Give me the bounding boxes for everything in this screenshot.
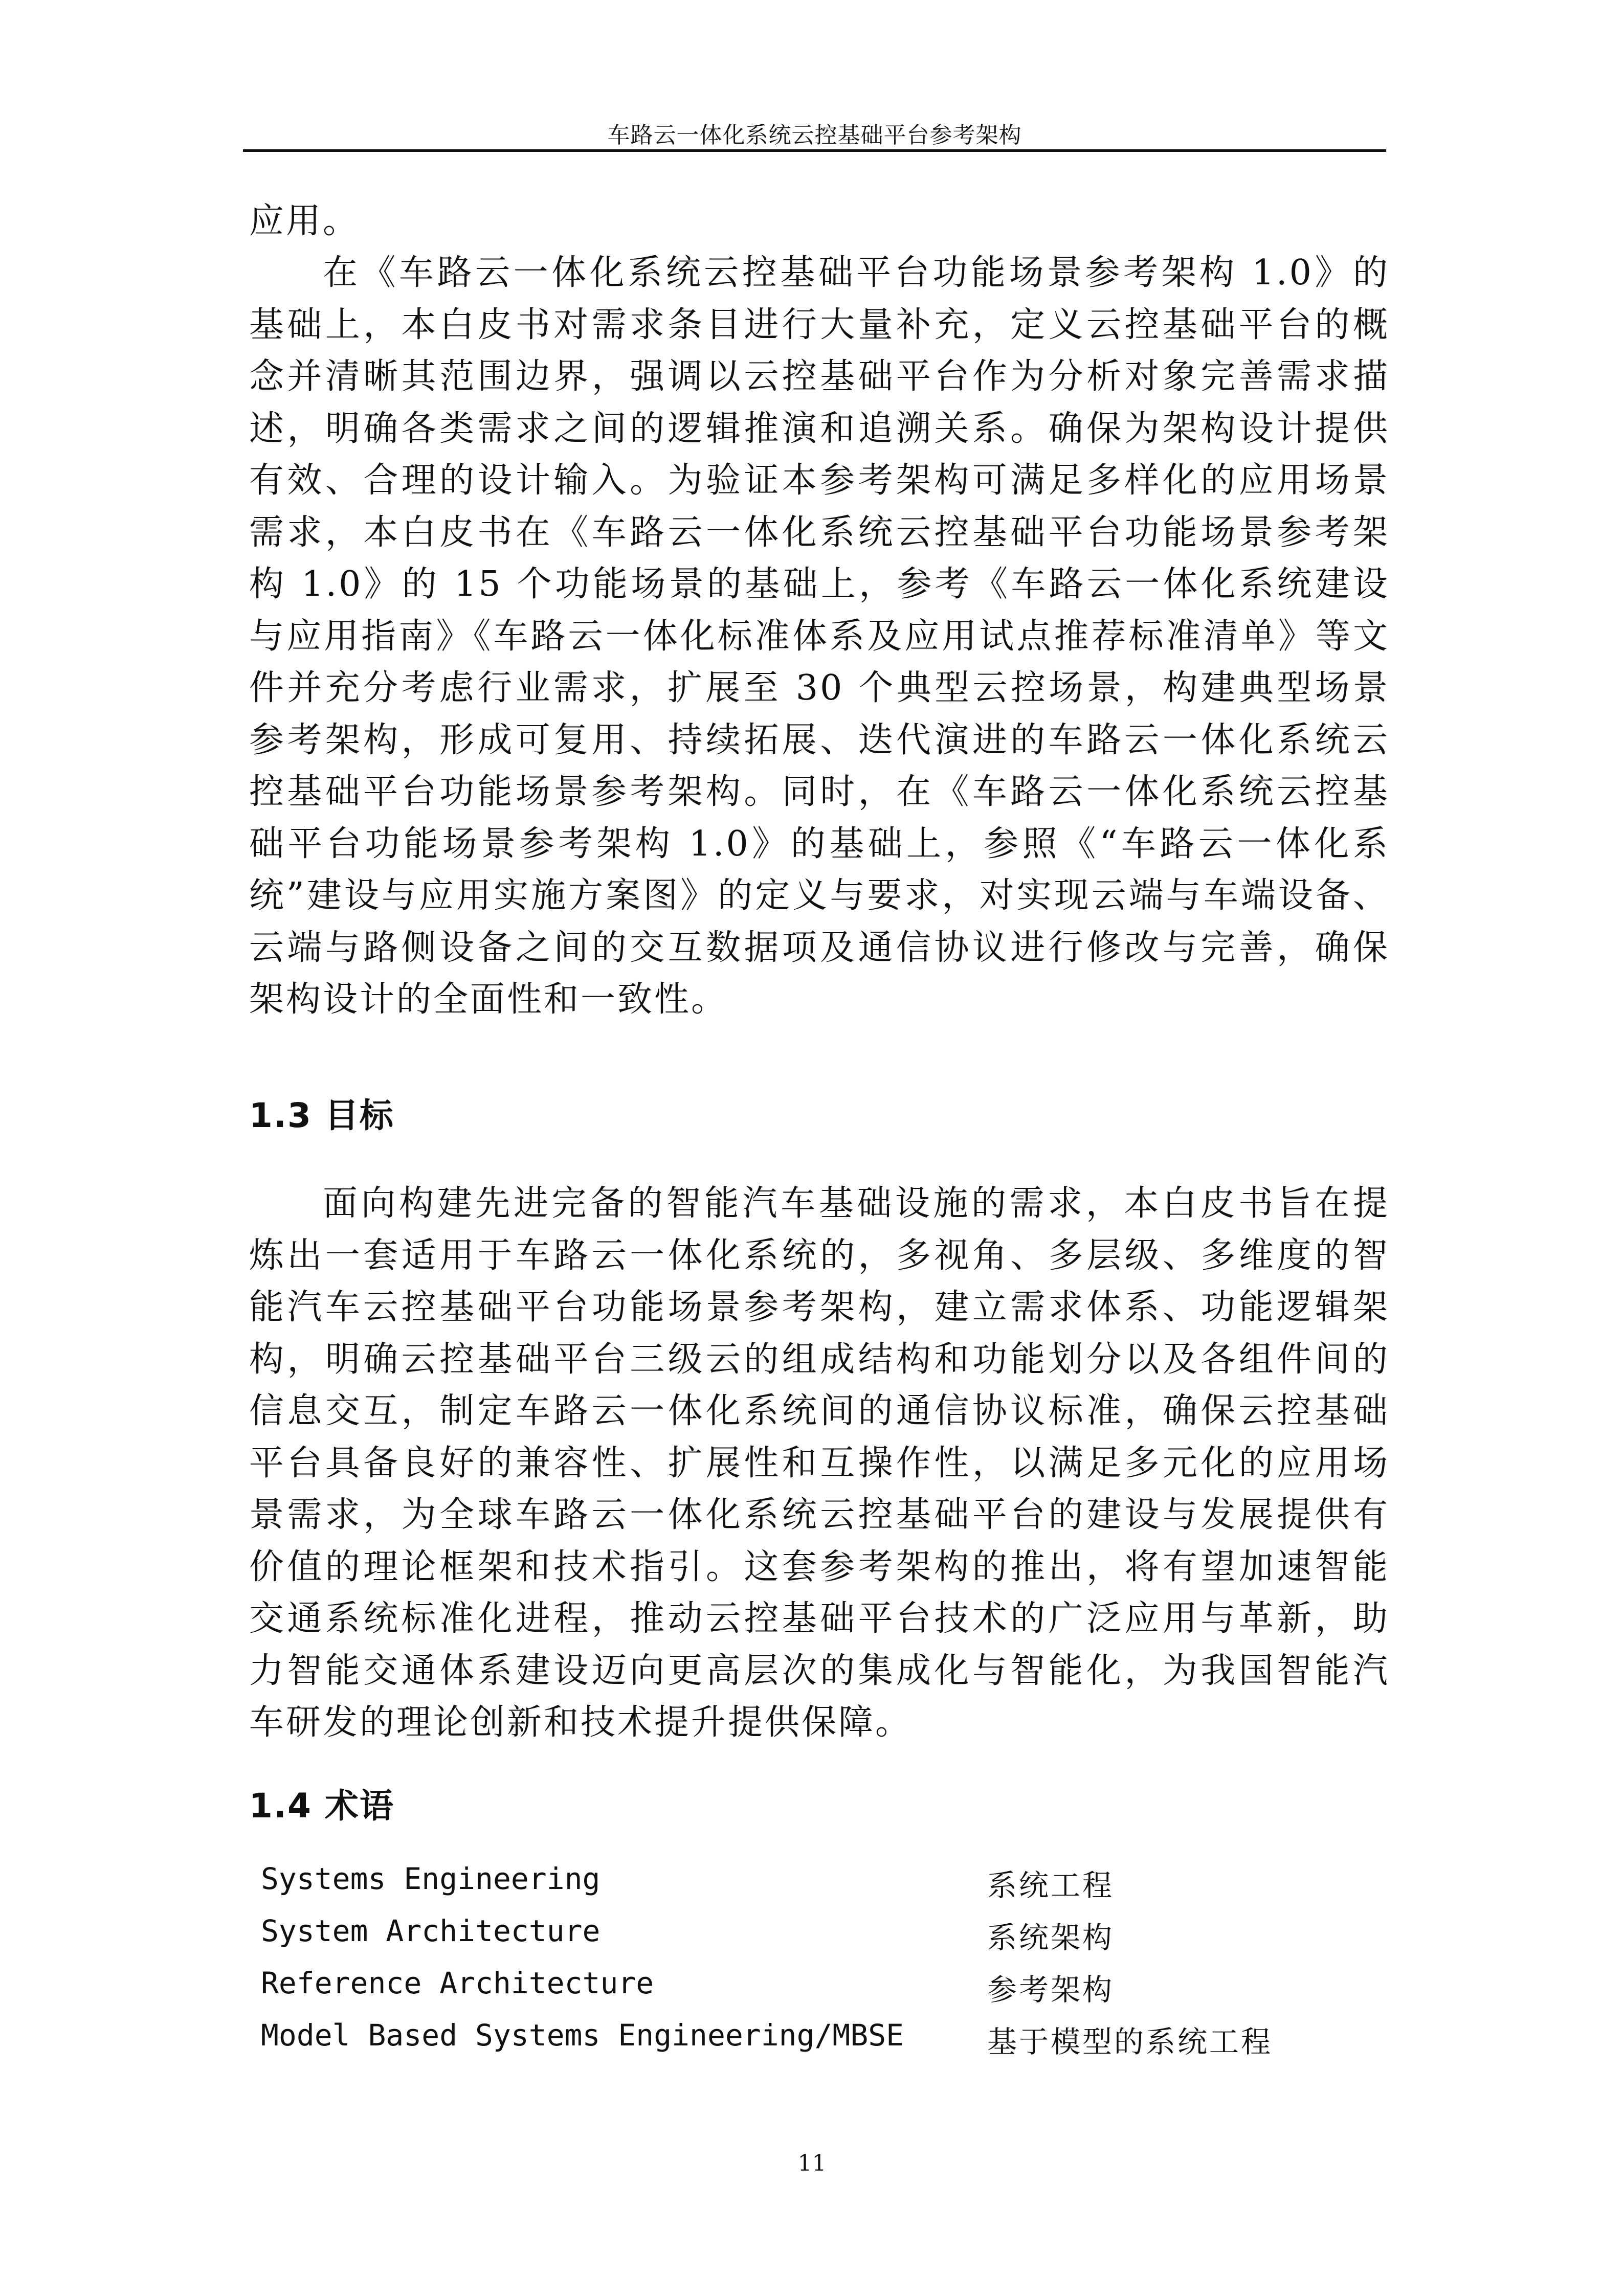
term-english: Systems Engineering	[261, 1861, 600, 1896]
term-row	[261, 1861, 1386, 1914]
term-english: Reference Architecture	[261, 1966, 654, 2000]
term-row	[261, 1966, 1386, 2018]
page-number: 11	[797, 2150, 827, 2176]
paragraph-background: 在《车路云一体化系统云控基础平台功能场景参考架构 1.0》的基础上，本白皮书对需求条目进行大量补充，定义云控基础平台的概念并清晰其范围边界，强调以云控基础平台作为分析对象完善需求描述，明确各类需求之间的逻辑推演和追溯关系。确保为架构设计提供有效、合理的设计输入。为验证本参考架构可满足多样化的应用场景需求，本白皮书在《车路云一体化系统云控基础平台功能场景参考架构 1.0》的 15 个功能场景的基础上，参考《车路云一体化系统建设与应用指南》《车路云一体化标准体系及应用试点推荐标准清单》等文件并充分考虑行业需求，扩展至 30 个典型云控场景，构建典型场景参考架构，形成可复用、持续拓展、迭代演进的车路云一体化系统云控基础平台功能场景参考架构。同时，在《车路云一体化系统云控基础平台功能场景参考架构 1.0》的基础上，参照《“车路云一体化系统”建设与应用实施方案图》的定义与要求，对实现云端与车端设备、云端与路侧设备之间的交互数据项及通信协议进行修改与完善，确保架构设计的全面性和一致性。	[249, 253, 1390, 1020]
paragraph-goal: 面向构建先进完备的智能汽车基础设施的需求，本白皮书旨在提炼出一套适用于车路云一体化系统的，多视角、多层级、多维度的智能汽车云控基础平台功能场景参考架构，建立需求体系、功能逻辑架构，明确云控基础平台三级云的组成结构和功能划分以及各组件间的信息交互，制定车路云一体化系统间的通信协议标准，确保云控基础平台具备良好的兼容性、扩展性和互操作性，以满足多元化的应用场景需求，为全球车路云一体化系统云控基础平台的建设与发展提供有价值的理论框架和技术指引。这套参考架构的推出，将有望加速智能交通系统标准化进程，推动云控基础平台技术的广泛应用与革新，助力智能交通体系建设迈向更高层次的集成化与智能化，为我国智能汽车研发的理论创新和技术提升提供保障。	[249, 1183, 1390, 1743]
term-row	[261, 2018, 1386, 2070]
header-divider	[243, 149, 1386, 152]
paragraph-continuation: 应用。	[249, 201, 360, 241]
term-chinese: 系统工程	[987, 1868, 1115, 1903]
term-chinese: 参考架构	[987, 1972, 1115, 2007]
term-row	[261, 1914, 1386, 1966]
section-heading-goal: 1.3 目标	[249, 1096, 394, 1135]
term-chinese: 基于模型的系统工程	[987, 2024, 1273, 2059]
terms-list	[261, 1861, 1386, 2070]
term-chinese: 系统架构	[987, 1920, 1115, 1955]
running-header: 车路云一体化系统云控基础平台参考架构	[607, 122, 1022, 148]
term-english: Model Based Systems Engineering/MBSE	[261, 2018, 904, 2053]
term-english: System Architecture	[261, 1914, 600, 1948]
section-heading-terms: 1.4 术语	[249, 1786, 394, 1826]
